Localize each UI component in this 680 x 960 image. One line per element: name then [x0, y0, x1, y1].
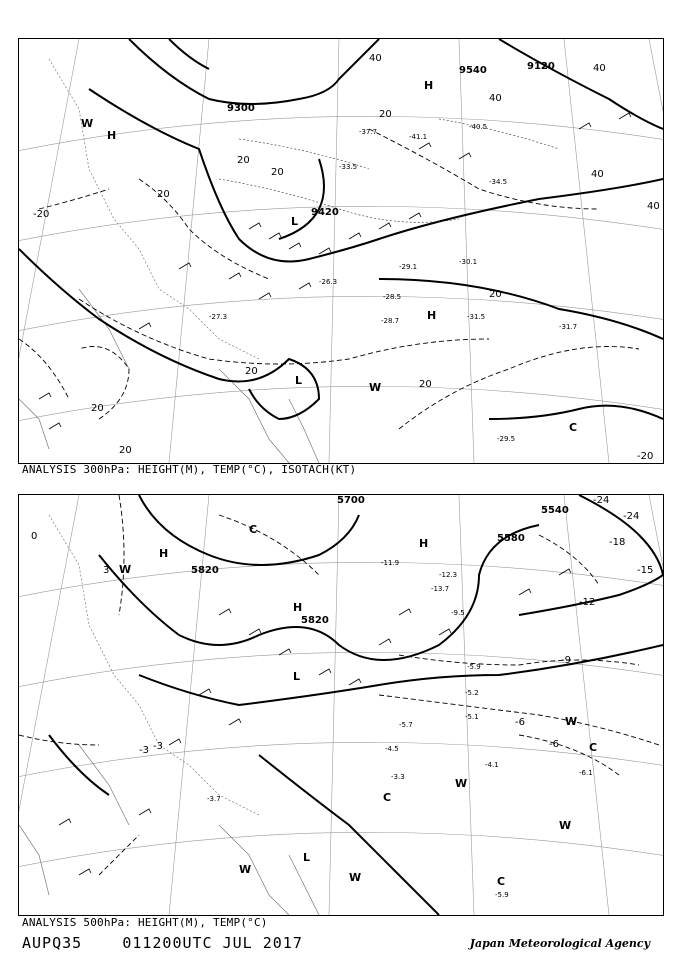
map-panel-300hpa	[18, 38, 664, 464]
isotherm-label: -15	[637, 565, 654, 576]
isotach-label: 20	[91, 403, 104, 414]
center-warm: W	[559, 819, 572, 832]
center-high: H	[424, 79, 434, 92]
center-cold: C	[249, 523, 258, 536]
temp-label: -40.5	[469, 123, 488, 131]
station-label: -3.3	[391, 773, 405, 781]
map-300hpa-svg	[19, 39, 663, 463]
valid-time: 011200UTC JUL 2017	[122, 934, 303, 952]
station-label: -5.2	[465, 689, 479, 697]
height-label: 5580	[497, 533, 525, 544]
center-high: H	[107, 129, 117, 142]
station-label: -3.7	[207, 795, 221, 803]
height-label: 9300	[227, 103, 255, 114]
isotherm-label: -12	[579, 597, 596, 608]
isotach-label: 20	[489, 289, 502, 300]
station-label: -9.5	[451, 609, 465, 617]
isotherms	[219, 119, 559, 222]
isotherm-label: -6	[515, 717, 525, 728]
height-label: 5540	[541, 505, 569, 516]
center-warm: W	[239, 863, 252, 876]
isotach-label: 40	[591, 169, 604, 180]
height-label: 5700	[337, 495, 365, 506]
isotherm-label: -18	[609, 537, 626, 548]
height-labels	[191, 495, 569, 626]
height-label: 9120	[527, 61, 555, 72]
graticule-meridians	[19, 495, 663, 915]
panel-300hpa-caption: ANALYSIS 300hPa: HEIGHT(M), TEMP(°C), ISOTACH(KT)	[22, 463, 357, 476]
temp-label: -27.3	[209, 313, 228, 321]
center-high: H	[427, 309, 437, 322]
station-labels	[207, 559, 596, 899]
temp-label: -26.3	[319, 278, 338, 286]
center-high: H	[419, 537, 429, 550]
panel-500hpa-caption: ANALYSIS 500hPa: HEIGHT(M), TEMP(°C)	[22, 916, 268, 929]
center-high: H	[293, 601, 303, 614]
temp-label: -33.5	[339, 163, 358, 171]
isotherm-label: -3	[153, 741, 163, 752]
height-contours	[19, 39, 663, 419]
temp-label: -31.7	[559, 323, 578, 331]
temp-label: -28.5	[383, 293, 402, 301]
temp-label: -41.1	[409, 133, 428, 141]
center-cold: C	[589, 741, 598, 754]
isotach-label: 20	[271, 167, 284, 178]
center-cold: C	[497, 875, 506, 888]
isotach-label: 20	[245, 366, 258, 377]
isotherm-labels	[31, 495, 653, 756]
height-label: 5820	[301, 615, 329, 626]
station-label: -11.9	[381, 559, 400, 567]
temp-label: -34.5	[489, 178, 508, 186]
temp-label: -30.1	[459, 258, 478, 266]
center-low: L	[293, 670, 301, 683]
isotach-label: 40	[489, 93, 502, 104]
center-warm: W	[349, 871, 362, 884]
product-code-line	[22, 934, 303, 952]
station-label: -13.7	[431, 585, 450, 593]
center-low: L	[295, 374, 303, 387]
isotherm-label: 0	[31, 531, 38, 542]
isotach-label: -20	[637, 451, 654, 462]
height-labels	[227, 61, 555, 218]
map-panel-500hpa	[18, 494, 664, 916]
isotherm-label: -6	[549, 739, 559, 750]
station-label: -5.1	[465, 713, 479, 721]
isotach-label: 20	[379, 109, 392, 120]
isotach-labels	[33, 53, 660, 462]
center-warm: W	[369, 381, 382, 394]
isotherm-label: -3	[139, 745, 149, 756]
temp-label: -37.7	[359, 128, 378, 136]
center-low: L	[291, 215, 299, 228]
center-warm: W	[119, 563, 132, 576]
agency-name: Japan Meteorological Agency	[469, 937, 650, 950]
center-high: H	[159, 547, 169, 560]
isotach-label: -20	[33, 209, 50, 220]
product-code: AUPQ35	[22, 934, 83, 952]
isotach-label: 20	[419, 379, 432, 390]
station-label: -12.3	[439, 571, 458, 579]
center-warm: W	[81, 117, 94, 130]
isotherm-label: 3	[103, 565, 110, 576]
center-warm: W	[455, 777, 468, 790]
temp-label: -28.7	[381, 317, 400, 325]
temp-label: -29.1	[399, 263, 418, 271]
station-label: -5.9	[495, 891, 509, 899]
station-label: -4.1	[485, 761, 499, 769]
temp-label: -31.5	[467, 313, 486, 321]
isotherm-label: -24	[623, 511, 640, 522]
isotherm-label: -24	[593, 495, 610, 506]
center-cold: C	[569, 421, 578, 434]
isotach-label: 20	[157, 189, 170, 200]
center-low: L	[303, 851, 311, 864]
station-label: -6.1	[579, 769, 593, 777]
station-label: -5.7	[399, 721, 413, 729]
temp-label: -29.5	[497, 435, 516, 443]
isotherm-label: -9	[561, 655, 571, 666]
map-500hpa-svg	[19, 495, 663, 915]
height-label: 5820	[191, 565, 219, 576]
isotach-label: 40	[593, 63, 606, 74]
isotach-label: 20	[237, 155, 250, 166]
center-warm: W	[565, 715, 578, 728]
temperature-labels	[209, 123, 577, 443]
height-label: 9540	[459, 65, 487, 76]
isotach-label: 20	[119, 445, 132, 456]
center-cold: C	[383, 791, 392, 804]
station-label: -5.9	[467, 663, 481, 671]
height-label: 9420	[311, 207, 339, 218]
isotach-label: 40	[647, 201, 660, 212]
station-label: -4.5	[385, 745, 399, 753]
isotach-label: 40	[369, 53, 382, 64]
